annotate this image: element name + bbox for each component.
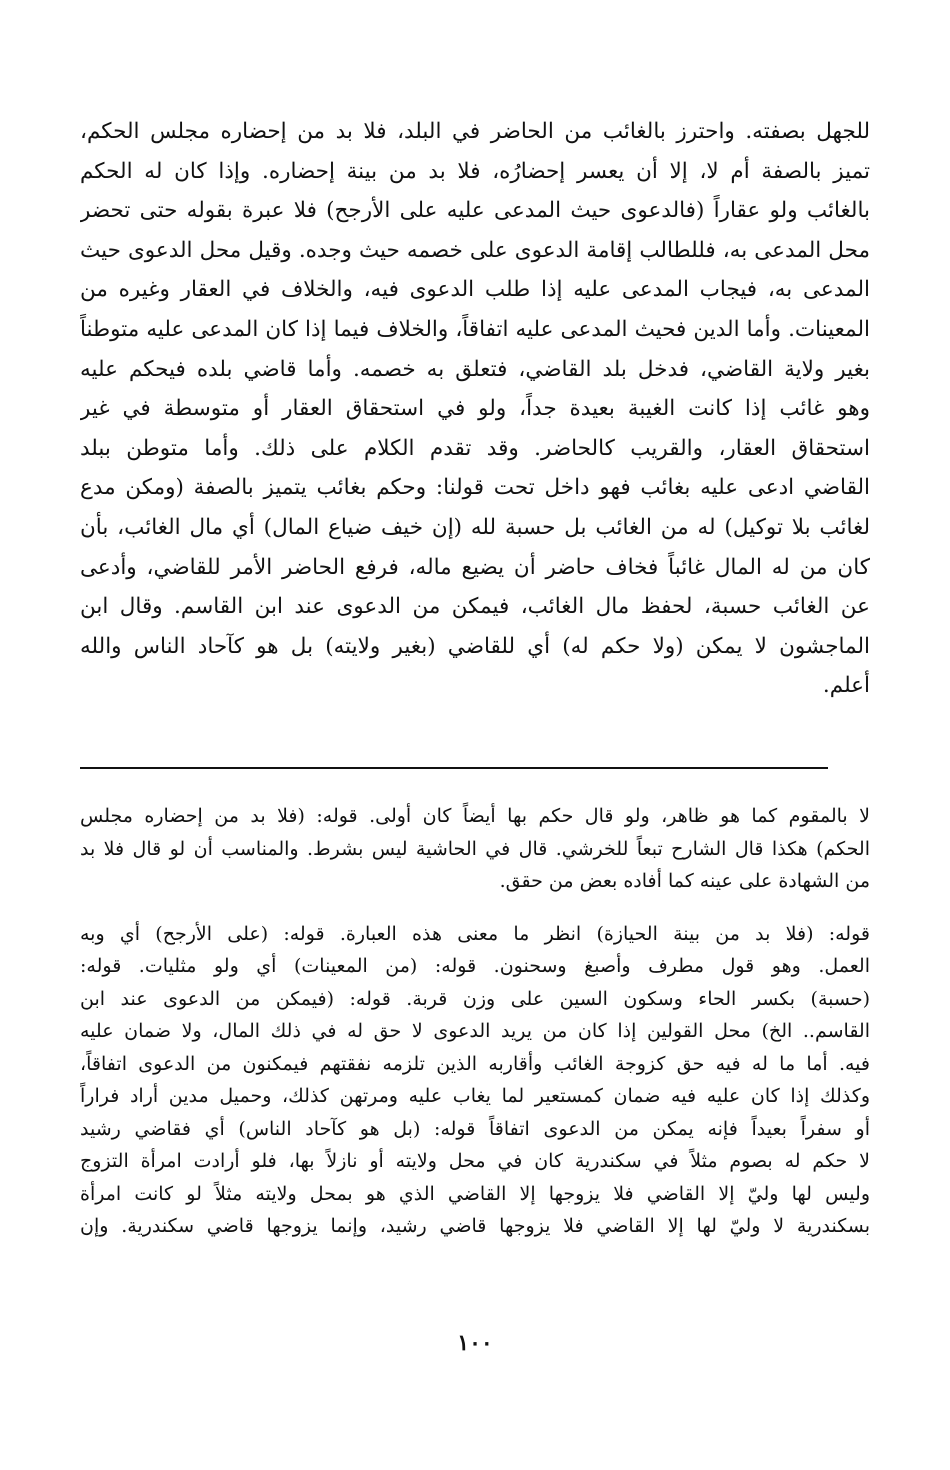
footnotes-section: [80, 800, 870, 1243]
main-text-line: عن الغائب حسبة، لحفظ مال الغائب، فيمكن من الدعوى عند ابن القاسم. وقال ابن: [80, 594, 870, 620]
main-text-line: الماجشون لا يمكن (ولا حكم له) أي للقاضي (بغير ولايته) بل هو كآحاد الناس والله: [80, 633, 870, 659]
main-text-line: استحقاق العقار، والقريب كالحاضر. وقد تقدم الكلام على ذلك. وأما متوطن ببلد: [80, 435, 870, 461]
main-text-line: المدعى به، فيجاب المدعى عليه إذا طلب الدعوى فيه، والخلاف في العقار وغيره من: [80, 277, 870, 303]
footnote-line: (حسبة) بكسر الحاء وسكون السين على وزن قربة. قوله: (فيمكن من الدعوى عند ابن: [80, 987, 870, 1010]
main-text-line: بالغائب ولو عقاراً (فالدعوى حيث المدعى عليه على الأرجح) فلا عبرة بقوله حتى تحضر: [80, 198, 870, 224]
footnote-line: وكذلك إذا كان عليه فيه ضمان كمستعير لما يغاب عليه ومرتهن كذلك، وحميل مدين أراد فراراً: [80, 1085, 870, 1107]
paragraph-spacer: [80, 898, 870, 918]
main-text-line: للجهل بصفته. واحترز بالغائب من الحاضر في البلد، فلا بد من إحضاره مجلس الحكم،: [80, 119, 870, 144]
main-text-line: محل المدعى به، فللطالب إقامة الدعوى على خصمه حيث وجده. وقيل محل الدعوى حيث: [80, 237, 870, 263]
footnote-line: لا بالمقوم كما هو ظاهر، ولو قال حكم بها أيضاً كان أولى. قوله: (فلا بد من إحضاره مجلس: [80, 805, 870, 827]
main-text-line: وهو غائب إذا كانت الغيبة بعيدة جداً، ولو في استحقاق العقار أو متوسطة في غير: [80, 396, 870, 422]
footnote-line: الحكم) هكذا قال الشارح تبعاً للخرشي. قال في الحاشية ليس بشرط. والمناسب أن لو قال فلا بد: [80, 837, 870, 860]
main-text-line: بغير ولاية القاضي، فدخل بلد القاضي، فتعلق به خصمه. وأما قاضي بلده فيحكم عليه: [80, 356, 870, 382]
footnote-line: بسكندرية لا وليّ لها إلا القاضي فلا يزوجها قاضي رشيد، وإنما يزوجها قاضي سكندرية. وإن: [80, 1215, 870, 1237]
footnote-line: لا حكم له بصوم مثلاً في سكندرية كان في محل ولايته أو نازلاً بها، فلو أرادت امرأة التزوج: [80, 1150, 870, 1172]
main-text-line: المعينات. وأما الدين فحيث المدعى عليه اتفاقاً، والخلاف فيما إذا كان المدعى عليه متوطناً: [80, 316, 870, 342]
main-body-text: [80, 112, 870, 706]
main-text-line: أعلم.: [822, 673, 870, 699]
page-number: ١٠٠: [457, 1330, 493, 1356]
footnote-line: العمل. وهو قول مطرف وأصبغ وسحنون. قوله: (من المعينات) أي ولو مثليات. قوله:: [80, 955, 870, 977]
footnote-line: قوله: (فلا بد من بينة الحيازة) انظر ما معنى هذه العبارة. قوله: (على الأرجح) أي وبه: [80, 922, 870, 945]
main-text-line: كان من له المال غائباً فخاف حاضر أن يضيع ماله، فرفع الحاضر الأمر للقاضي، وأدعى: [80, 554, 870, 580]
main-text-line: تميز بالصفة أم لا، إلا أن يعسر إحضارُه، فلا بد من بينة إحضاره. وإذا كان له الحكم: [80, 158, 870, 184]
footnote-divider: [80, 767, 828, 769]
footnote-line: فيه. أما ما له فيه حق كزوجة الغائب وأقاربه الذين تلزمه نفقتهم فيمكنون من الدعوى اتفاقاً،: [80, 1052, 870, 1075]
footnote-line: وليس لها وليّ إلا القاضي فلا يزوجها إلا القاضي الذي هو بمحل ولايته مثلاً لو كانت امرأة: [80, 1182, 870, 1205]
footnote-paragraph: [80, 918, 870, 1243]
footnote-line: من الشهادة على عينه كما أفاده بعض من حقق.: [499, 870, 870, 892]
footnote-paragraph: [80, 800, 870, 898]
main-text-line: القاضي ادعى عليه بغائب فهو داخل تحت قولنا: وحكم بغائب يتميز بالصفة (ومكن مدع: [80, 475, 870, 501]
footnote-line: القاسم.. الخ) محل القولين إذا كان من يريد الدعوى لا حق له في ذلك المال، ولا ضمان عليه: [80, 1020, 870, 1042]
footnote-line: أو سفراً بعيداً فإنه يمكن من الدعوى اتفاقاً قوله: (بل هو كآحاد الناس) أي فقاضي رشيد: [80, 1117, 870, 1140]
main-text-line: لغائب بلا توكيل) له من الغائب بل حسبة لله (إن خيف ضياع المال) أي مال الغائب، بأن: [80, 514, 870, 540]
